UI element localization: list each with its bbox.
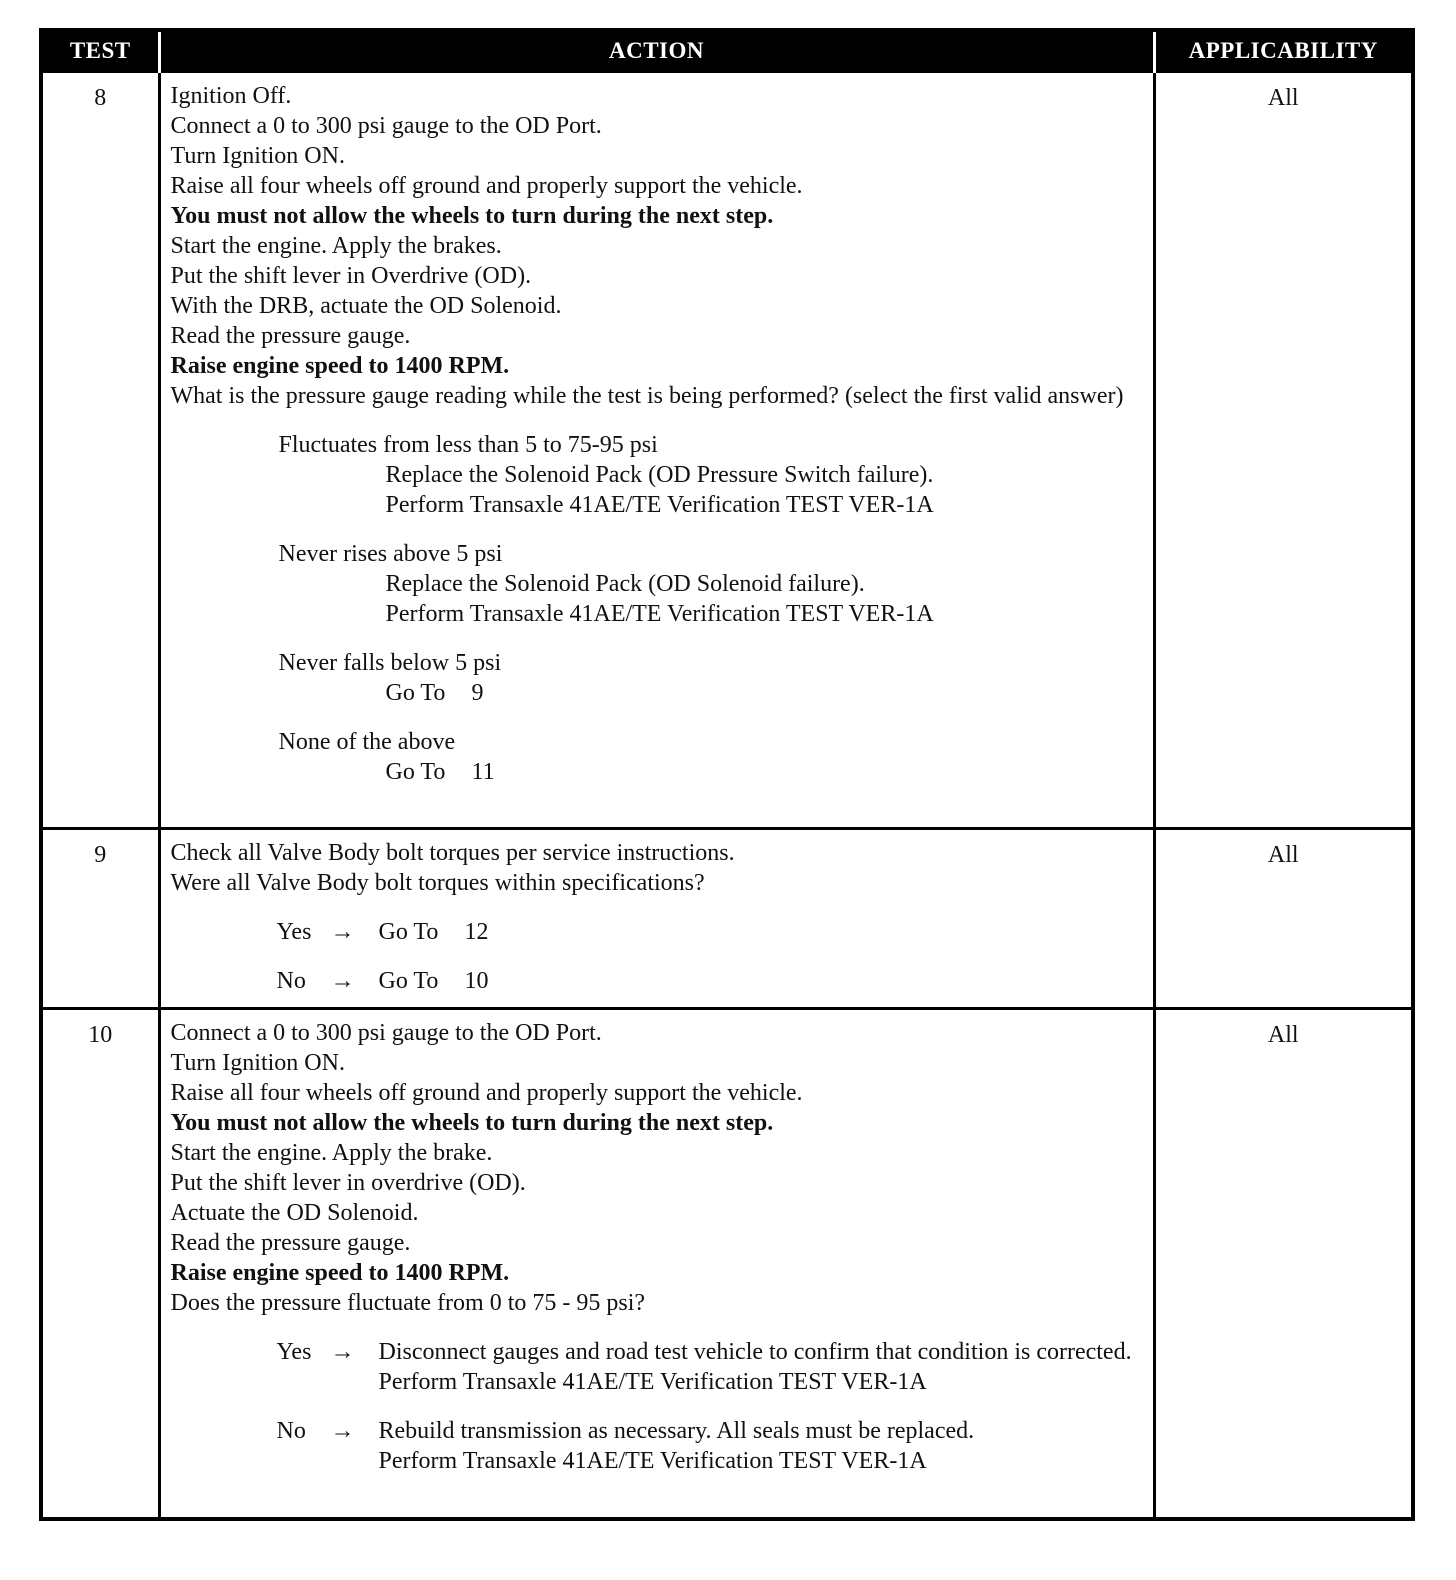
goto-target: 10 xyxy=(464,968,489,994)
answer-no xyxy=(171,966,1149,996)
applicability-cell: All xyxy=(1154,829,1413,1009)
answer-result: Replace the Solenoid Pack (OD Pressure Switch failure). xyxy=(385,462,934,488)
action-step: Raise all four wheels off ground and properly support the vehicle. xyxy=(170,173,803,199)
action-step: Raise all four wheels off ground and properly support the vehicle. xyxy=(170,1080,803,1106)
answer-result: Rebuild transmission as necessary. All seals must be replaced. xyxy=(378,1418,975,1444)
header-test: TEST xyxy=(41,30,159,72)
answer-label: Yes xyxy=(276,919,312,945)
right-arrow-icon: → xyxy=(330,968,355,994)
answer-label: No xyxy=(276,968,306,994)
warning-step: Raise engine speed to 1400 RPM. xyxy=(170,1260,510,1286)
answer-yes xyxy=(171,1337,1149,1397)
warning-step: Raise engine speed to 1400 RPM. xyxy=(170,353,510,379)
warning-step: You must not allow the wheels to turn during the next step. xyxy=(170,203,774,229)
header-action: ACTION xyxy=(159,30,1154,72)
answer-result: Perform Transaxle 41AE/TE Verification TEST VER-1A xyxy=(378,1448,927,1474)
right-arrow-icon: → xyxy=(330,919,355,945)
goto-instruction xyxy=(171,678,1149,708)
warning-step: You must not allow the wheels to turn during the next step. xyxy=(170,1110,774,1136)
diagnostic-page xyxy=(39,28,1411,1521)
answer-yes xyxy=(171,917,1149,947)
test-number: 9 xyxy=(41,829,159,1009)
goto-label: Go To xyxy=(385,680,446,706)
goto-instruction xyxy=(171,757,1149,787)
test-row-8 xyxy=(41,72,1413,829)
action-step: Connect a 0 to 300 psi gauge to the OD Port. xyxy=(170,1020,602,1046)
question-text: What is the pressure gauge reading while the test is being performed? (select the first valid answer) xyxy=(170,383,1124,409)
header-applicability: APPLICABILITY xyxy=(1154,30,1413,72)
answer-no xyxy=(171,1416,1149,1476)
answer-label: None of the above xyxy=(278,729,456,755)
answer-results xyxy=(379,1337,1149,1397)
answer-result: Disconnect gauges and road test vehicle to confirm that condition is corrected. xyxy=(378,1339,1132,1365)
goto-label: Go To xyxy=(378,919,439,945)
test-row-10 xyxy=(41,1009,1413,1519)
right-arrow-icon: → xyxy=(330,1339,355,1365)
goto-label: Go To xyxy=(385,759,446,785)
action-step: Put the shift lever in overdrive (OD). xyxy=(170,1170,526,1196)
answer-label: Never rises above 5 psi xyxy=(278,541,503,567)
goto-instruction xyxy=(379,966,1149,996)
diagnostic-table xyxy=(39,28,1415,1521)
action-cell xyxy=(159,829,1154,1009)
answer-result: Replace the Solenoid Pack (OD Solenoid failure). xyxy=(385,571,865,597)
test-number: 10 xyxy=(41,1009,159,1519)
test-row-9 xyxy=(41,829,1413,1009)
applicability-cell: All xyxy=(1154,1009,1413,1519)
action-step: Actuate the OD Solenoid. xyxy=(170,1200,419,1226)
action-step: Put the shift lever in Overdrive (OD). xyxy=(170,263,532,289)
question-text: Were all Valve Body bolt torques within specifications? xyxy=(170,870,705,896)
answer-label: Fluctuates from less than 5 to 75-95 psi xyxy=(278,432,658,458)
answer-result: Perform Transaxle 41AE/TE Verification TEST VER-1A xyxy=(385,601,934,627)
answer-result: Perform Transaxle 41AE/TE Verification TEST VER-1A xyxy=(385,492,934,518)
action-step: With the DRB, actuate the OD Solenoid. xyxy=(170,293,562,319)
answer-result: Perform Transaxle 41AE/TE Verification TEST VER-1A xyxy=(378,1369,927,1395)
action-step: Turn Ignition ON. xyxy=(170,1050,345,1076)
question-text: Does the pressure fluctuate from 0 to 75 - 95 psi? xyxy=(170,1290,646,1316)
goto-instruction xyxy=(379,917,1149,947)
goto-target: 11 xyxy=(471,759,495,785)
answer-results xyxy=(379,1416,1149,1476)
action-step: Read the pressure gauge. xyxy=(170,1230,411,1256)
action-step: Check all Valve Body bolt torques per service instructions. xyxy=(170,840,735,866)
answer-label: Yes xyxy=(276,1339,312,1365)
applicability-cell: All xyxy=(1154,72,1413,829)
action-step: Turn Ignition ON. xyxy=(170,143,345,169)
action-step: Ignition Off. xyxy=(170,83,292,109)
test-number: 8 xyxy=(41,72,159,829)
answer-label: Never falls below 5 psi xyxy=(278,650,502,676)
action-step: Start the engine. Apply the brake. xyxy=(170,1140,493,1166)
action-cell xyxy=(159,1009,1154,1519)
action-step: Connect a 0 to 300 psi gauge to the OD Port. xyxy=(170,113,602,139)
answer-label: No xyxy=(276,1418,306,1444)
right-arrow-icon: → xyxy=(330,1418,355,1444)
goto-label: Go To xyxy=(378,968,439,994)
action-cell xyxy=(159,72,1154,829)
table-header-row xyxy=(41,30,1413,72)
goto-target: 12 xyxy=(464,919,489,945)
action-step: Read the pressure gauge. xyxy=(170,323,411,349)
action-step: Start the engine. Apply the brakes. xyxy=(170,233,502,259)
goto-target: 9 xyxy=(471,680,484,706)
